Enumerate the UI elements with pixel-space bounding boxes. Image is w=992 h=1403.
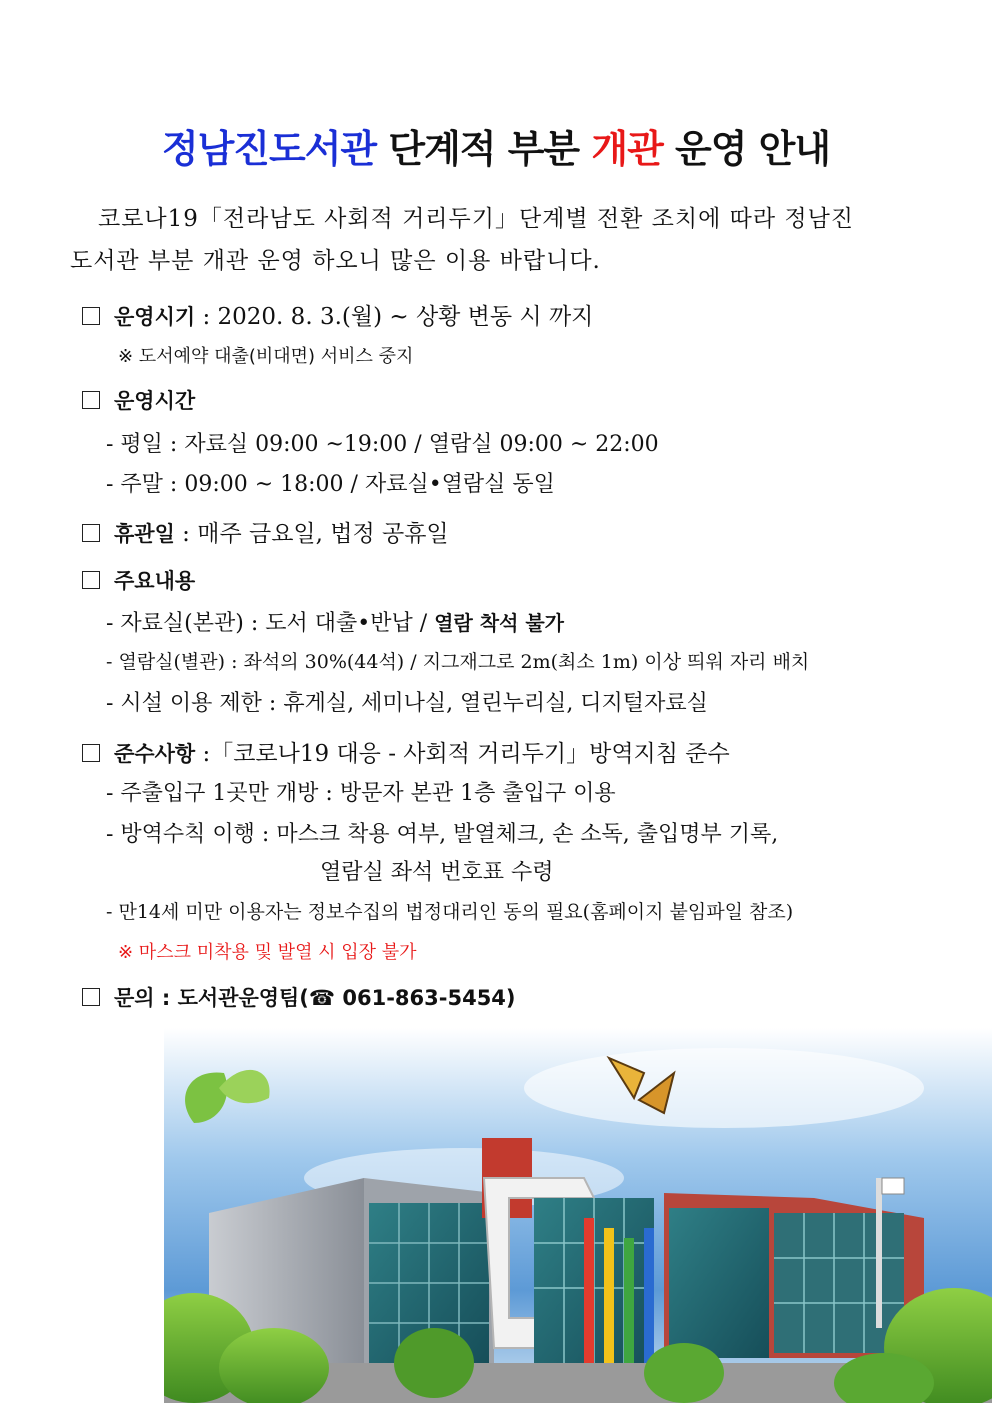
- intro-line-1: 코로나19「전라남도 사회적 거리두기」단계별 전환 조치에 따라 정남진: [98, 206, 855, 232]
- main-item-reading-room: [106, 606, 564, 637]
- rules-warning: ※ 마스크 미착용 및 발열 시 입장 불가: [118, 942, 417, 963]
- rules-item-quarantine: - 방역수칙 이행 : 마스크 착용 여부, 발열체크, 손 소독, 출입명부 기록,: [106, 822, 779, 847]
- hours-label: 운영시간: [114, 389, 196, 413]
- rules-item-minors: - 만14세 미만 이용자는 정보수집의 법정대리인 동의 필요(홈페이지 붙임파일 참조): [106, 901, 794, 923]
- title-library-name: 정남진도서관: [161, 127, 377, 171]
- checkbox-icon: [82, 571, 100, 589]
- intro-paragraph: [70, 198, 930, 282]
- period-value: : 2020. 8. 3.(월) ~ 상황 변동 시 까지: [195, 304, 594, 330]
- checkbox-icon: [82, 988, 100, 1006]
- period-label: 운영시기: [114, 305, 196, 329]
- page-title: [0, 118, 992, 173]
- section-period: [82, 298, 593, 331]
- section-closed: [82, 515, 449, 548]
- checkbox-icon: [82, 524, 100, 542]
- section-rules: [82, 735, 730, 768]
- hours-weekend: - 주말 : 09:00 ~ 18:00 / 자료실•열람실 동일: [106, 472, 555, 497]
- rules-value: :「코로나19 대응 - 사회적 거리두기」방역지침 준수: [195, 741, 730, 767]
- main-label: 주요내용: [114, 569, 196, 593]
- main-item-study-room: - 열람실(별관) : 좌석의 30%(44석) / 지그재그로 2m(최소 1m) 이상 띄워 자리 배치: [106, 651, 810, 673]
- title-middle: 단계적 부분: [376, 127, 592, 171]
- section-main: [82, 565, 195, 595]
- title-end: 운영 안내: [662, 127, 831, 171]
- checkbox-icon: [82, 391, 100, 409]
- period-note: ※ 도서예약 대출(비대면) 서비스 중지: [118, 346, 414, 367]
- checkbox-icon: [82, 307, 100, 325]
- title-opening: 개관: [591, 127, 663, 171]
- section-contact: [82, 982, 516, 1012]
- main-item-facility-limit: - 시설 이용 제한 : 휴게실, 세미나실, 열린누리실, 디지털자료실: [106, 691, 708, 716]
- intro-line-2: 도서관 부분 개관 운영 하오니 많은 이용 바랍니다.: [70, 248, 601, 274]
- main-item1-bold: 열람 착석 불가: [434, 611, 564, 635]
- hours-weekday: - 평일 : 자료실 09:00 ~19:00 / 열람실 09:00 ~ 22:00: [106, 432, 659, 457]
- contact-label: 문의 : 도서관운영팀(☎ 061-863-5454): [114, 986, 516, 1010]
- rules-item-entrance: - 주출입구 1곳만 개방 : 방문자 본관 1층 출입구 이용: [106, 781, 616, 806]
- main-item1-prefix: - 자료실(본관) : 도서 대출•반납 /: [106, 611, 435, 636]
- section-hours: [82, 385, 195, 415]
- checkbox-icon: [82, 744, 100, 762]
- library-building-image: [164, 1028, 992, 1403]
- rules-item-quarantine-cont: 열람실 좌석 번호표 수령: [320, 860, 554, 885]
- rules-label: 준수사항: [114, 742, 196, 766]
- closed-label: 휴관일: [114, 522, 175, 546]
- closed-value: : 매주 금요일, 법정 공휴일: [174, 521, 449, 547]
